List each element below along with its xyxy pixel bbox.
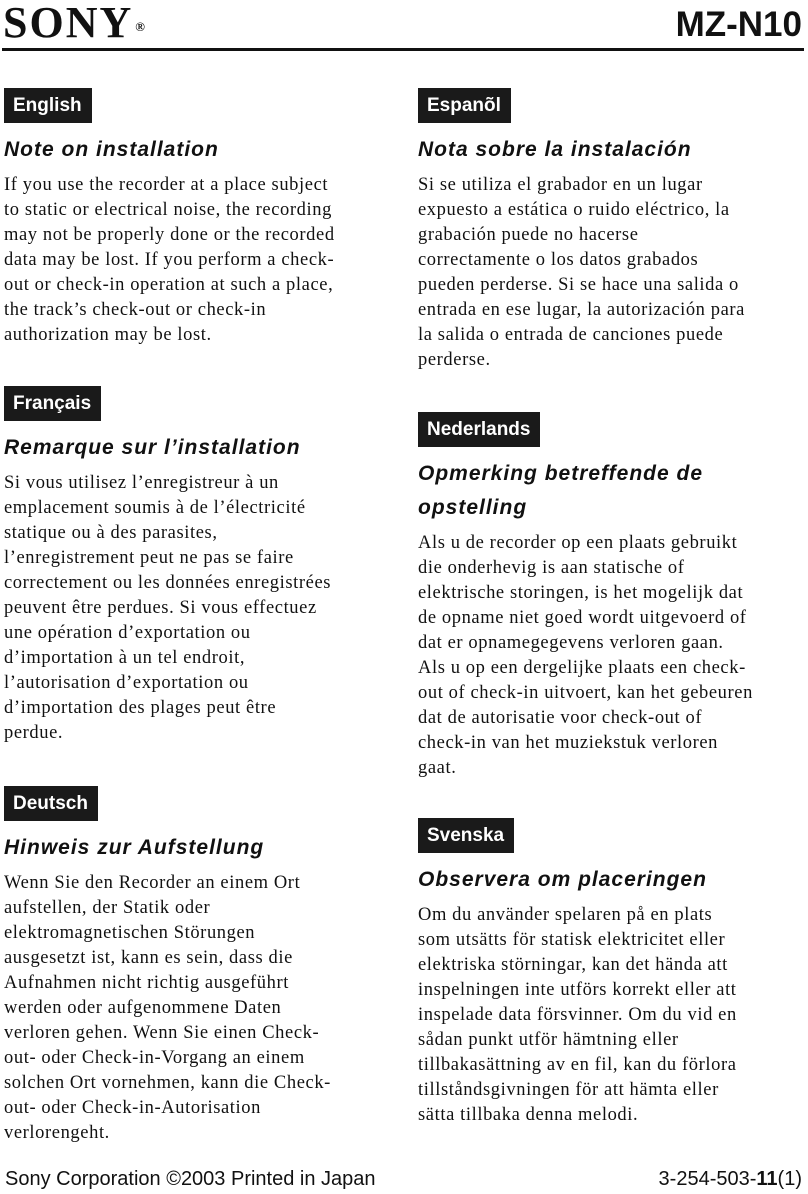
section-title: Opmerking betreffende de opstelling xyxy=(418,462,704,519)
document-code-suffix: (1) xyxy=(777,1168,802,1190)
section-body: Si se utiliza el grabador en un lugar expuesto a estática o ruido eléctrico, la grabación puede no hacerse correctamente o los datos grabados pueden perderse. Si se hace una salida o entrada en ese lugar, la autorización para la salida o entrada de canciones puede perderse. xyxy=(418,175,745,370)
section-title: Hinweis zur Aufstellung xyxy=(4,836,265,859)
section-espanol xyxy=(418,88,808,373)
document-code-prefix: 3-254-503- xyxy=(658,1168,757,1190)
page-footer xyxy=(0,1164,808,1194)
section-title: Remarque sur l’installation xyxy=(4,436,301,459)
header-rule xyxy=(2,48,804,51)
section-nederlands xyxy=(418,412,808,781)
language-label: Espanõl xyxy=(418,88,511,123)
copyright-line: Sony Corporation ©2003 Printed in Japan xyxy=(5,1168,376,1190)
section-francais xyxy=(4,386,394,746)
document-code xyxy=(659,1164,802,1194)
section-body: Wenn Sie den Recorder an einem Ort aufstellen, der Statik oder elektromagnetischen Störungen ausgesetzt ist, kann es sein, dass die Aufnahmen nicht richtig ausgeführt werden oder aufgenommene Daten verloren gehen. Wenn Sie einen Check- out- oder Check-in-Vorgang an einem solchen Ort vornehmen, kann die Check- out- oder Check-in-Autorisation verlorengeht. xyxy=(4,873,331,1143)
section-body: Si vous utilisez l’enregistreur à un emplacement soumis à de l’électricité statique ou à des parasites, l’enregistrement peut ne pas se faire correctement ou les données enregistrées peuvent être perdues. Si vous effectuez une opération d’exportation ou d’importation à un tel endroit, l’autorisation d’exportation ou d’importation des plages peut être perdue. xyxy=(4,473,332,743)
language-label: Nederlands xyxy=(418,412,540,447)
brand-logo xyxy=(3,0,145,50)
language-label: English xyxy=(4,88,92,123)
model-number: MZ-N10 xyxy=(675,5,802,44)
document-code-bold: 11 xyxy=(756,1168,778,1190)
section-body: Als u de recorder op een plaats gebruikt die onderhevig is aan statische of elektrische storingen, is het mogelijk dat de opname niet goed wordt uitgevoerd of dat er opnamegegevens verloren gaan. Als u op een dergelijke plaats een check- out of check-in uitvoert, kan het gebeuren dat de autorisatie voor check-out of check-in van het muziekstuk verloren gaat. xyxy=(418,533,753,778)
brand-name: SONY xyxy=(3,0,134,47)
section-title: Note on installation xyxy=(4,138,219,161)
language-label: Deutsch xyxy=(4,786,98,821)
page-header xyxy=(0,0,808,54)
section-body: If you use the recorder at a place subject to static or electrical noise, the recording may not be properly done or the recorded data may be lost. If you perform a check- out or check-in operation at such a place, the track’s check-out or check-in authorization may be lost. xyxy=(4,175,335,345)
section-deutsch xyxy=(4,786,394,1146)
section-svenska xyxy=(418,818,808,1128)
registered-mark: ® xyxy=(135,19,145,34)
section-english xyxy=(4,88,394,348)
language-label: Français xyxy=(4,386,101,421)
section-title: Nota sobre la instalación xyxy=(418,138,692,161)
section-title: Observera om placeringen xyxy=(418,868,707,891)
language-label: Svenska xyxy=(418,818,514,853)
section-body: Om du använder spelaren på en plats som utsätts för statisk elektricitet eller elektriska störningar, kan det hända att inspelningen inte utförs korrekt eller att inspelade data försvinner. Om du vid en sådan punkt utför hämtning eller tillbakasättning av en fil, kan du förlora tillståndsgivningen för att hämta eller sätta tillbaka denna melodi. xyxy=(418,905,737,1125)
